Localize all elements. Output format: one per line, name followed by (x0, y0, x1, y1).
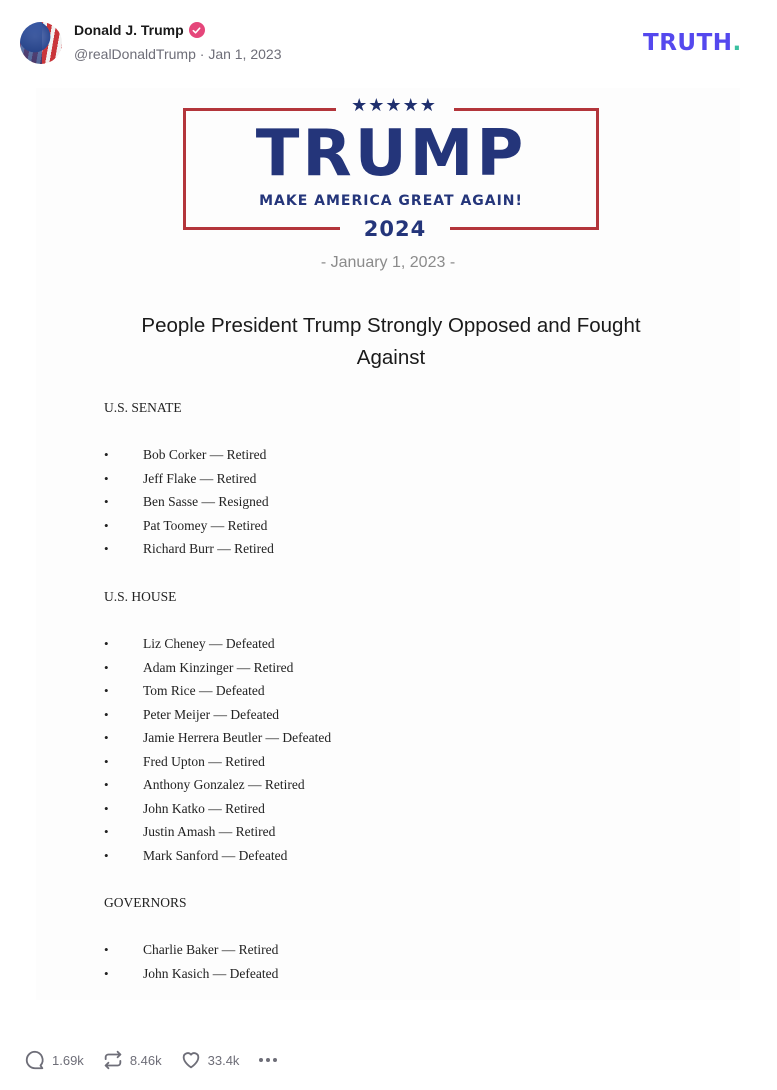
author-row (74, 22, 205, 38)
campaign-banner (183, 95, 599, 241)
retruth-button[interactable] (102, 1049, 162, 1071)
author-name[interactable]: Donald J. Trump (74, 22, 184, 38)
section-heading: GOVERNORS (104, 895, 187, 910)
item-text: Mark Sanford — Defeated (143, 848, 288, 863)
item-text: Charlie Baker — Retired (143, 942, 279, 957)
more-dot-icon (266, 1058, 270, 1062)
item-text: Tom Rice — Defeated (143, 683, 265, 698)
bullet: • (104, 848, 109, 863)
bullet: • (104, 754, 109, 769)
document-title: People President Trump Strongly Opposed and Fought Against (141, 314, 641, 369)
avatar[interactable] (20, 22, 62, 64)
item-text: Richard Burr — Retired (143, 541, 274, 556)
item-text: Fred Upton — Retired (143, 754, 265, 769)
author-handle[interactable]: @realDonaldTrump (74, 46, 196, 62)
logo-dot: . (732, 30, 742, 56)
bullet: • (104, 636, 109, 651)
item-text: Adam Kinzinger — Retired (143, 660, 294, 675)
retruth-count: 8.46k (129, 1052, 162, 1068)
item-text: Peter Meijer — Defeated (143, 707, 280, 722)
more-dot-icon (259, 1058, 263, 1062)
item-text: Justin Amash — Retired (143, 824, 276, 839)
retruth-icon (102, 1049, 124, 1071)
item-text: Anthony Gonzalez — Retired (143, 777, 305, 792)
reply-count: 1.69k (52, 1052, 84, 1068)
bullet: • (104, 942, 109, 957)
verified-badge-icon (189, 22, 205, 38)
bullet: • (104, 966, 109, 981)
banner-year: 2024 (363, 217, 427, 241)
bullet: • (104, 471, 109, 486)
post-date[interactable]: Jan 1, 2023 (208, 46, 282, 62)
item-text: John Katko — Retired (143, 801, 265, 816)
item-text: John Kasich — Defeated (143, 966, 279, 981)
bullet: • (104, 494, 109, 509)
like-count: 33.4k (207, 1052, 240, 1068)
bullet: • (104, 777, 109, 792)
reply-button[interactable] (24, 1049, 84, 1071)
post-header (0, 0, 777, 86)
item-text: Bob Corker — Retired (143, 447, 267, 462)
item-text: Jeff Flake — Retired (143, 471, 257, 486)
bullet: • (104, 707, 109, 722)
like-button[interactable] (180, 1049, 240, 1071)
handle-row (74, 46, 281, 62)
more-dot-icon (273, 1058, 277, 1062)
bullet: • (104, 447, 109, 462)
section-heading: U.S. SENATE (104, 400, 182, 415)
post-image[interactable] (36, 88, 740, 1000)
bullet: • (104, 518, 109, 533)
item-text: Jamie Herrera Beutler — Defeated (143, 730, 332, 745)
document-date: - January 1, 2023 - (320, 254, 456, 271)
stars-icon: ★★★★★ (351, 95, 437, 115)
truth-social-logo[interactable] (643, 30, 742, 56)
bullet: • (104, 660, 109, 675)
more-options-button[interactable] (257, 1058, 279, 1062)
item-text: Pat Toomey — Retired (143, 518, 268, 533)
bullet: • (104, 541, 109, 556)
bullet: • (104, 683, 109, 698)
bullet: • (104, 801, 109, 816)
item-text: Ben Sasse — Resigned (143, 494, 269, 509)
banner-title: TRUMP (255, 117, 527, 191)
separator: · (199, 46, 205, 62)
heart-icon (180, 1049, 202, 1071)
banner-slogan: MAKE AMERICA GREAT AGAIN! (259, 193, 523, 209)
logo-text: TRUTH (643, 30, 733, 56)
item-text: Liz Cheney — Defeated (143, 636, 275, 651)
reply-icon (24, 1049, 46, 1071)
post-actions (24, 1048, 297, 1072)
section-heading: U.S. HOUSE (104, 589, 177, 604)
bullet: • (104, 824, 109, 839)
bullet: • (104, 730, 109, 745)
